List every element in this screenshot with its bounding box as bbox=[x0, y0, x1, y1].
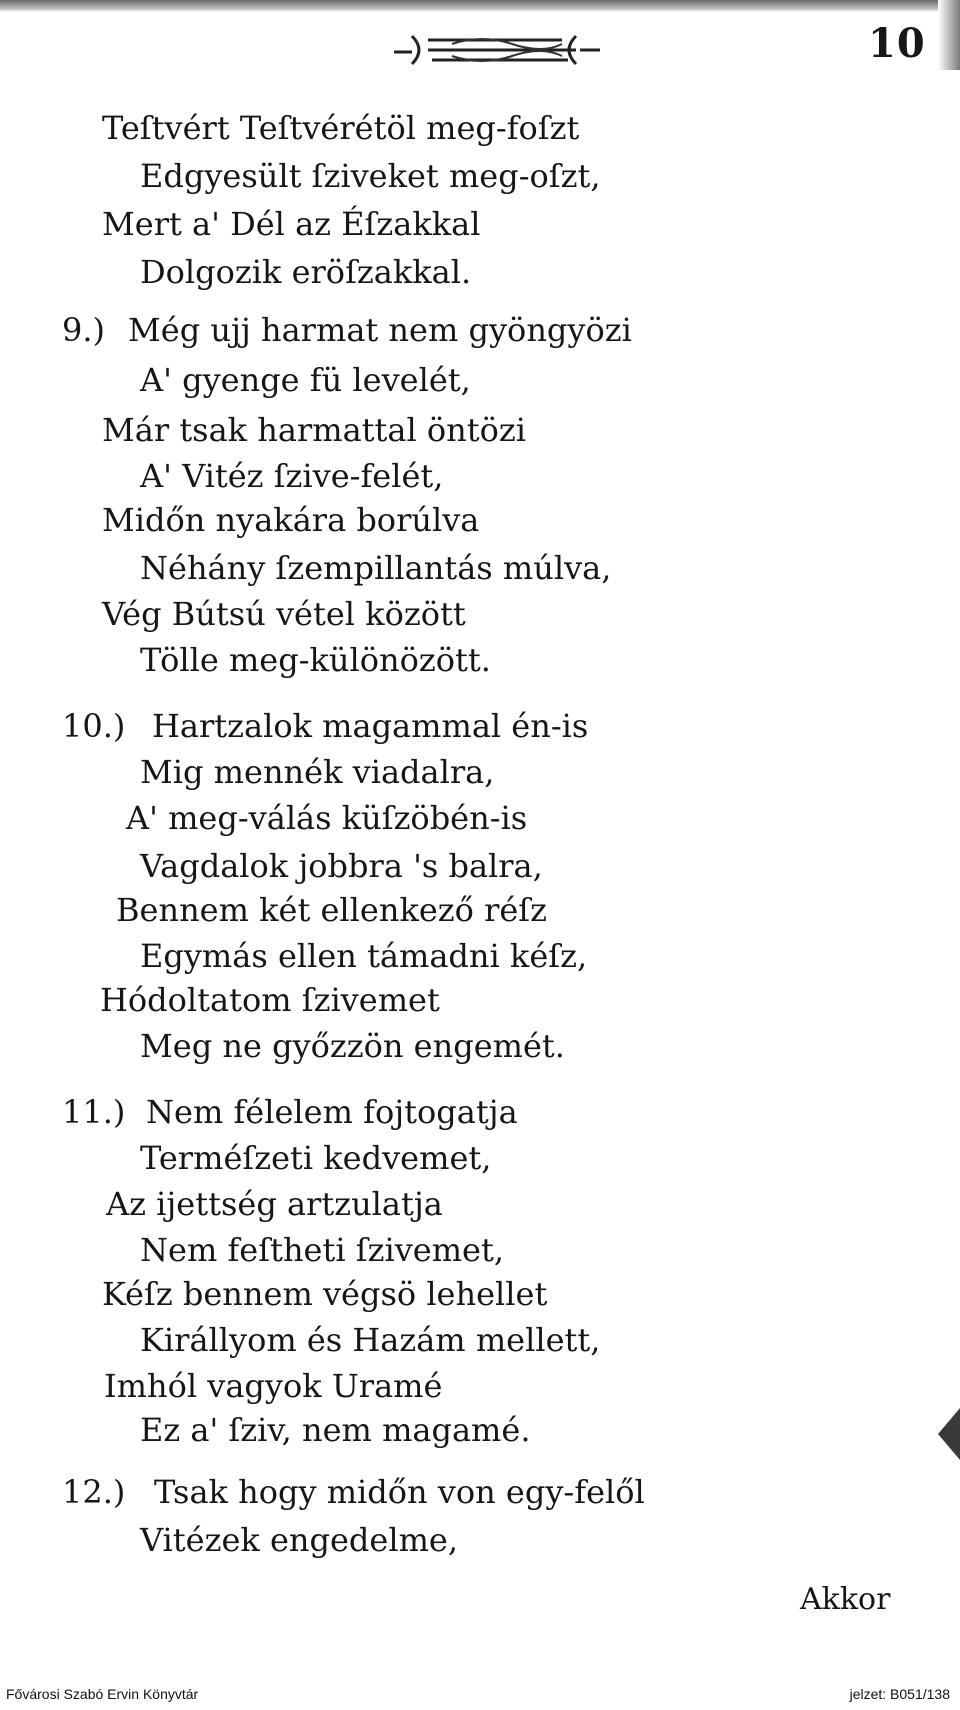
verse-line: Bennem két ellenkező réſz bbox=[116, 891, 547, 929]
header-ornament bbox=[392, 30, 602, 70]
page-number: 10 bbox=[868, 20, 926, 67]
verse-line: A' meg-válás küſzöbén-is bbox=[126, 799, 528, 837]
stanza-number: 12.) bbox=[62, 1473, 126, 1511]
verse-line: Midőn nyakára borúlva bbox=[102, 501, 480, 539]
catchword: Akkor bbox=[800, 1582, 891, 1617]
library-credit: Fővárosi Szabó Ervin Könyvtár bbox=[6, 1686, 199, 1702]
verse-line: Mig mennék viadalra, bbox=[140, 753, 495, 791]
verse-line: Egymás ellen támadni kéſz, bbox=[140, 937, 588, 975]
verse-line: Edgyesült ſziveket meg-oſzt, bbox=[140, 157, 601, 195]
verse-line: Terméſzeti kedvemet, bbox=[140, 1139, 492, 1177]
verse-line: A' Vitéz ſzive-felét, bbox=[140, 457, 444, 495]
verse-line: Ez a' ſziv, nem magamé. bbox=[140, 1411, 531, 1449]
verse-line: Kéſz bennem végsö lehellet bbox=[102, 1275, 548, 1313]
verse-line: Hartzalok magammal én-is bbox=[152, 707, 589, 745]
verse-line: Tölle meg-különözött. bbox=[140, 641, 491, 679]
verse-line: Vég Bútsú vétel között bbox=[102, 595, 466, 633]
verse-line: Az ijettség artzulatja bbox=[106, 1185, 443, 1223]
page-top-edge bbox=[0, 0, 960, 12]
verse-line: Imhól vagyok Uramé bbox=[104, 1367, 443, 1405]
verse-line: Tsak hogy midőn von egy-felől bbox=[154, 1473, 645, 1511]
verse-line: Hódoltatom ſzivemet bbox=[100, 981, 440, 1019]
verse-line: A' gyenge fü levelét, bbox=[140, 361, 471, 399]
verse-line: Királlyom és Hazám mellett, bbox=[140, 1321, 601, 1359]
verse-line: Dolgozik eröſzakkal. bbox=[140, 253, 472, 291]
verse-line: Már tsak harmattal öntözi bbox=[102, 411, 526, 449]
stanza-number: 9.) bbox=[62, 311, 106, 349]
stanza-number: 10.) bbox=[62, 707, 126, 745]
verse-line: Nem feſtheti ſzivemet, bbox=[140, 1231, 505, 1269]
verse-line: Vitézek engedelme, bbox=[140, 1521, 459, 1559]
page-right-edge bbox=[938, 0, 960, 70]
stanza-number: 11.) bbox=[62, 1093, 126, 1131]
verse-line: Nem félelem fojtogatja bbox=[146, 1093, 518, 1131]
verse-line: Mert a' Dél az Éſzakkal bbox=[102, 205, 481, 243]
page-tab-marker bbox=[938, 1408, 960, 1460]
verse-line: Néhány ſzempillantás múlva, bbox=[140, 549, 612, 587]
verse-line: Teſtvért Teſtvérétöl meg-foſzt bbox=[102, 109, 580, 147]
verse-line: Meg ne győzzön engemét. bbox=[140, 1027, 565, 1065]
verse-line: Még ujj harmat nem gyöngyözi bbox=[128, 311, 632, 349]
verse-line: Vagdalok jobbra 's balra, bbox=[140, 847, 543, 885]
shelfmark: jelzet: B051/138 bbox=[849, 1686, 950, 1702]
